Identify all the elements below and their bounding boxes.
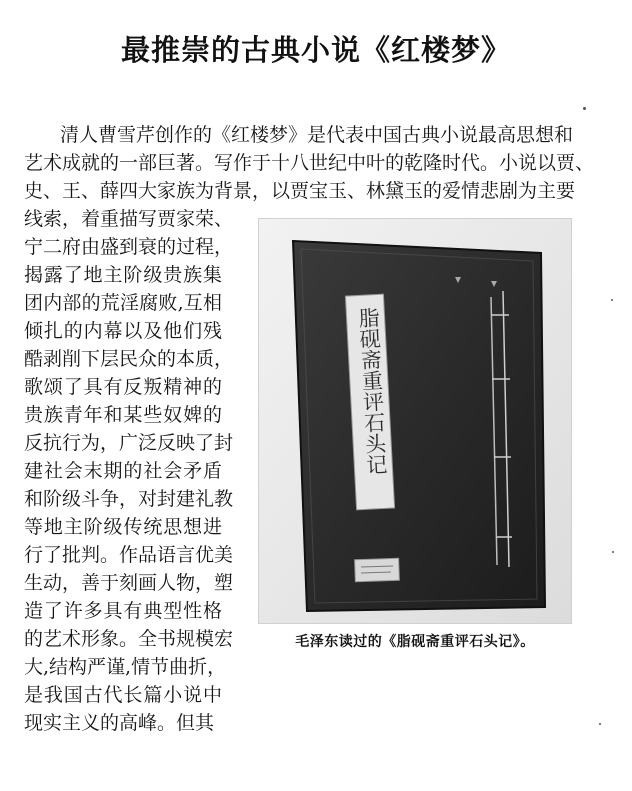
scan-speck <box>583 107 586 110</box>
scan-speck <box>612 551 614 553</box>
photo-caption: 毛泽东读过的《脂砚斋重评石头记》。 <box>295 634 535 650</box>
paragraph-line: 是我国古代长篇小说中 <box>24 684 222 706</box>
paragraph-line: 酷剥削下层民众的本质， <box>24 348 234 370</box>
paragraph-line: 倾扎的内幕以及他们残 <box>24 320 222 342</box>
paragraph-line: 造了许多具有典型性格 <box>24 600 222 622</box>
paragraph-line: 线索，着重描写贾家荣、 <box>24 208 234 230</box>
scan-speck <box>611 299 613 301</box>
paragraph-line: 等地主阶级传统思想进 <box>24 516 222 538</box>
paragraph-line: 大,结构严谨,情节曲折， <box>24 656 227 678</box>
paragraph-line: 贵族青年和某些奴婢的 <box>24 404 222 426</box>
paragraph-line: 史、王、薛四大家族为背景，以贾宝玉、林黛玉的爱情悲剧为主要 <box>24 180 576 202</box>
scan-speck <box>599 723 601 725</box>
paragraph-line: 生动，善于刻画人物，塑 <box>24 572 234 594</box>
paragraph-line: 宁二府由盛到衰的过程， <box>24 236 234 258</box>
book-title-text: 脂砚斋重评石头记 <box>355 306 389 476</box>
page-title: 最推崇的古典小说《红楼梦》 <box>120 33 511 67</box>
paragraph-line: 的艺术形象。全书规模宏 <box>24 628 234 650</box>
paragraph-line: 团内部的荒淫腐败,互相 <box>24 292 222 314</box>
paragraph-line: 歌颂了具有反叛精神的 <box>24 376 222 398</box>
paragraph-line: 清人曹雪芹创作的《红楼梦》是代表中国古典小说最高思想和 <box>60 124 574 146</box>
paragraph-line: 建社会末期的社会矛盾 <box>24 460 222 482</box>
paragraph-line: 现实主义的高峰。但其 <box>24 712 215 734</box>
paragraph-line: 揭露了地主阶级贵族集 <box>24 264 222 286</box>
paragraph-line: 和阶级斗争，对封建礼教 <box>24 488 234 510</box>
paragraph-line: 艺术成就的一部巨著。写作于十八世纪中叶的乾隆时代。小说以贾、 <box>24 152 595 174</box>
paragraph-line: 行了批判。作品语言优美 <box>24 544 234 566</box>
paragraph-line: 反抗行为，广泛反映了封 <box>24 432 234 454</box>
book-photo <box>258 218 572 624</box>
